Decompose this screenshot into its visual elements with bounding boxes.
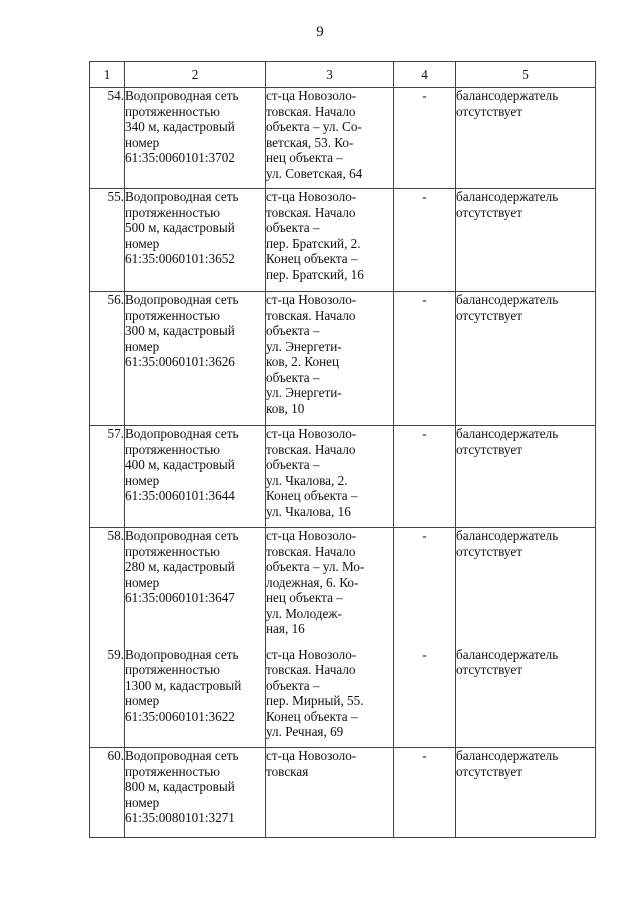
object-name-cell — [125, 647, 266, 748]
object-name-line: протяженностью — [125, 662, 221, 677]
object-name-line: протяженностью — [125, 543, 221, 559]
table-row — [90, 528, 596, 647]
object-location-cell — [266, 748, 394, 838]
balance-holder-cell — [456, 88, 596, 189]
balance-holder-line: отсутствует — [456, 103, 522, 119]
object-name-line: протяженностью — [125, 103, 221, 119]
object-location-line: ул. Чкалова, 16 — [266, 503, 351, 519]
table-row — [90, 748, 596, 838]
object-name-line: 61:35:0060101:3652 — [125, 251, 235, 266]
object-location-line: товская. Начало — [266, 307, 356, 323]
row-number: 55. — [90, 189, 125, 292]
page-number: 9 — [316, 24, 324, 40]
balance-holder-line: балансодержатель — [456, 528, 559, 543]
object-location-line: объекта – — [266, 220, 320, 235]
object-location-line: ул. Чкалова, 2. — [266, 472, 348, 488]
header-col-1: 1 — [90, 62, 125, 88]
balance-holder-cell — [456, 647, 596, 748]
object-location-cell — [266, 647, 394, 748]
object-location-line: нец объекта – — [266, 590, 343, 605]
object-location-cell — [266, 189, 394, 292]
object-location-line: пер. Мирный, 55. — [266, 693, 364, 708]
table-row — [90, 88, 596, 189]
object-location-line: ст-ца Новозоло- — [266, 189, 357, 204]
object-name-cell — [125, 88, 266, 189]
object-location-line: объекта – — [266, 677, 320, 693]
object-location-line: товская. Начало — [266, 103, 356, 119]
object-location-line: лодежная, 6. Ко- — [266, 574, 359, 590]
balance-holder-line: балансодержатель — [456, 748, 559, 763]
object-location-line: ная, 16 — [266, 621, 305, 636]
object-name-cell — [125, 426, 266, 528]
object-location-line: ул. Энергети- — [266, 338, 342, 354]
balance-holder-cell — [456, 748, 596, 838]
object-name-line: номер — [125, 235, 160, 251]
header-col-5: 5 — [456, 62, 596, 88]
object-location-line: ков, 10 — [266, 400, 305, 416]
object-name-line: номер — [125, 794, 160, 810]
object-location-line: пер. Братский, 16 — [266, 266, 364, 282]
balance-holder-line: отсутствует — [456, 662, 522, 677]
object-name-line: 61:35:0060101:3647 — [125, 590, 235, 605]
col4-value: - — [394, 189, 456, 292]
object-location-line: объекта – — [266, 323, 320, 338]
object-name-line: 61:35:0060101:3702 — [125, 150, 235, 165]
table-row — [90, 292, 596, 426]
object-location-line: ст-ца Новозоло- — [266, 748, 357, 763]
balance-holder-line: отсутствует — [456, 441, 522, 457]
object-name-cell — [125, 292, 266, 426]
header-col-4: 4 — [394, 62, 456, 88]
object-name-line: протяженностью — [125, 441, 221, 457]
object-name-line: протяженностью — [125, 307, 221, 323]
object-location-line: ст-ца Новозоло- — [266, 426, 357, 441]
object-name-line: 61:35:0060101:3626 — [125, 354, 235, 369]
object-name-line: 340 м, кадастровый — [125, 119, 235, 134]
balance-holder-line: балансодержатель — [456, 88, 559, 103]
object-location-cell — [266, 426, 394, 528]
row-number: 56. — [90, 292, 125, 426]
object-name-cell — [125, 528, 266, 647]
object-name-cell — [125, 189, 266, 292]
balance-holder-line: балансодержатель — [456, 189, 559, 204]
object-location-line: объекта – ул. Мо- — [266, 559, 365, 574]
object-name-line: номер — [125, 134, 160, 150]
header-col-2: 2 — [125, 62, 266, 88]
object-location-line: ул. Энергети- — [266, 385, 342, 400]
object-name-line: 1300 м, кадастровый — [125, 677, 242, 693]
object-location-line: ветская, 53. Ко- — [266, 134, 354, 150]
object-location-cell — [266, 528, 394, 647]
balance-holder-line: отсутствует — [456, 307, 522, 323]
object-name-line: Водопроводная сеть — [125, 426, 239, 441]
object-name-line: Водопроводная сеть — [125, 88, 239, 103]
object-location-line: ул. Советская, 64 — [266, 165, 363, 181]
object-name-line: Водопроводная сеть — [125, 748, 239, 763]
balance-holder-line: отсутствует — [456, 204, 522, 220]
object-name-line: 400 м, кадастровый — [125, 457, 235, 472]
col4-value: - — [394, 426, 456, 528]
object-name-line: 61:35:0060101:3644 — [125, 488, 235, 503]
object-location-line: пер. Братский, 2. — [266, 235, 361, 251]
object-name-line: 500 м, кадастровый — [125, 220, 235, 235]
balance-holder-cell — [456, 426, 596, 528]
row-number: 57. — [90, 426, 125, 528]
object-location-line: Конец объекта – — [266, 708, 358, 724]
col4-value: - — [394, 647, 456, 748]
balance-holder-line: отсутствует — [456, 543, 522, 559]
object-name-line: Водопроводная сеть — [125, 292, 239, 307]
object-location-line: объекта – ул. Со- — [266, 119, 362, 134]
row-number: 60. — [90, 748, 125, 838]
object-name-line: номер — [125, 693, 160, 708]
object-name-line: 800 м, кадастровый — [125, 779, 235, 794]
table-header — [90, 62, 596, 88]
object-location-line: ст-ца Новозоло- — [266, 292, 357, 307]
col4-value: - — [394, 292, 456, 426]
table-row — [90, 426, 596, 528]
object-location-line: Конец объекта – — [266, 251, 358, 266]
object-location-line: товская — [266, 763, 309, 779]
object-location-line: ст-ца Новозоло- — [266, 646, 357, 662]
object-name-line: 61:35:0060101:3622 — [125, 708, 235, 724]
balance-holder-line: балансодержатель — [456, 426, 559, 441]
object-name-line: номер — [125, 472, 160, 488]
object-location-line: товская. Начало — [266, 441, 356, 457]
row-number: 58. — [90, 528, 125, 647]
col4-value: - — [394, 748, 456, 838]
object-location-line: нец объекта – — [266, 150, 343, 165]
object-location-line: ул. Молодеж- — [266, 605, 342, 621]
registry-table — [89, 61, 596, 838]
object-location-line: объекта – — [266, 457, 320, 472]
object-location-line: ков, 2. Конец — [266, 354, 340, 369]
object-name-line: 280 м, кадастровый — [125, 559, 235, 574]
header-row — [90, 62, 596, 88]
balance-holder-cell — [456, 292, 596, 426]
balance-holder-line: балансодержатель — [456, 292, 559, 307]
object-name-line: протяженностью — [125, 204, 221, 220]
object-location-cell — [266, 88, 394, 189]
balance-holder-cell — [456, 528, 596, 647]
row-number: 59. — [90, 647, 125, 748]
object-name-cell — [125, 748, 266, 838]
object-location-line: ст-ца Новозоло- — [266, 528, 357, 543]
object-location-cell — [266, 292, 394, 426]
col4-value: - — [394, 528, 456, 647]
object-name-line: номер — [125, 574, 160, 590]
object-name-line: Водопроводная сеть — [125, 528, 239, 543]
object-location-line: товская. Начало — [266, 662, 356, 677]
balance-holder-line: балансодержатель — [456, 646, 559, 662]
balance-holder-line: отсутствует — [456, 763, 522, 779]
table-body — [90, 88, 596, 838]
object-name-line: Водопроводная сеть — [125, 189, 239, 204]
row-number: 54. — [90, 88, 125, 189]
header-col-3: 3 — [266, 62, 394, 88]
object-name-line: протяженностью — [125, 763, 221, 779]
table-row — [90, 189, 596, 292]
object-name-line: 61:35:0080101:3271 — [125, 810, 235, 825]
balance-holder-cell — [456, 189, 596, 292]
object-location-line: товская. Начало — [266, 204, 356, 220]
object-name-line: Водопроводная сеть — [125, 646, 239, 662]
object-location-line: Конец объекта – — [266, 488, 358, 503]
col4-value: - — [394, 88, 456, 189]
object-location-line: ул. Речная, 69 — [266, 724, 344, 739]
object-location-line: товская. Начало — [266, 543, 356, 559]
object-name-line: 300 м, кадастровый — [125, 323, 235, 338]
object-name-line: номер — [125, 338, 160, 354]
table-row — [90, 647, 596, 748]
object-location-line: ст-ца Новозоло- — [266, 88, 357, 103]
object-location-line: объекта – — [266, 369, 320, 385]
